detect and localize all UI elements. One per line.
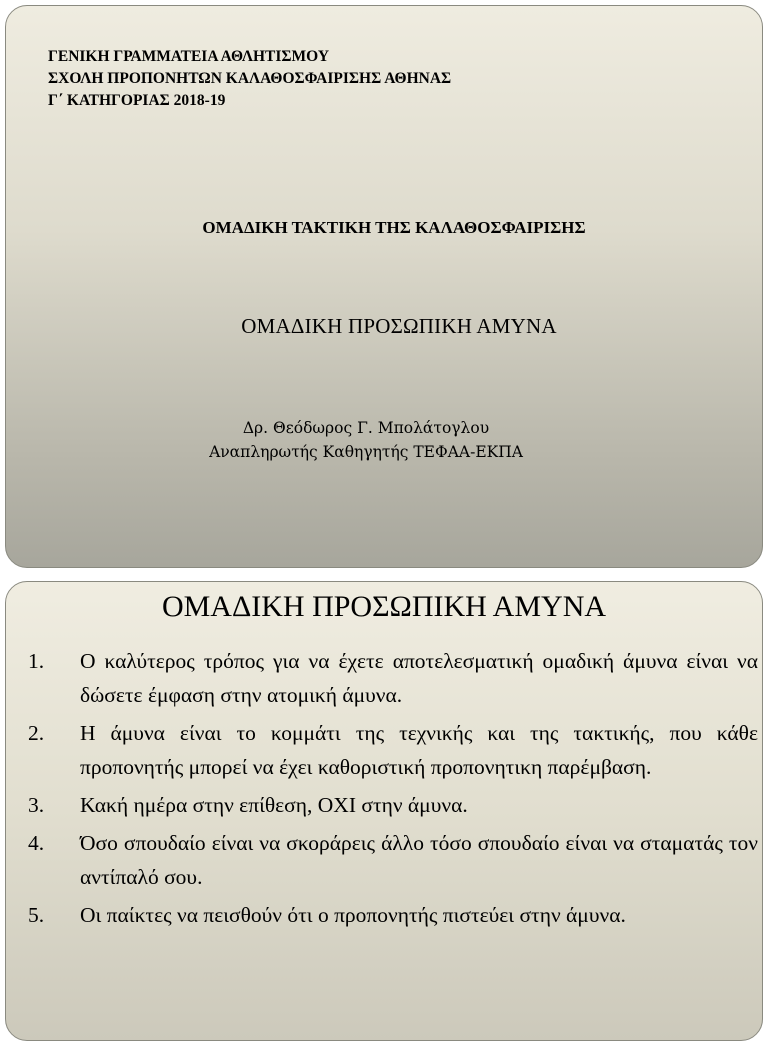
header-line: ΣΧΟΛΗ ΠΡΟΠΟΝΗΤΩΝ ΚΑΛΑΘΟΣΦΑΙΡΙΣΗΣ ΑΘΗΝΑΣ	[48, 70, 452, 87]
item-number: 2.	[28, 721, 45, 745]
author-name: Δρ. Θεόδωρος Γ. Μπολάτογλου	[242, 419, 490, 437]
presentation-subtitle: ΟΜΑΔΙΚΗ ΠΡΟΣΩΠΙΚΗ ΑΜΥΝΑ	[241, 314, 557, 338]
list-item	[6, 826, 763, 894]
item-number: 1.	[28, 649, 45, 673]
item-text: Κακή ημέρα στην επίθεση, ΟΧΙ στην άμυνα.	[80, 793, 468, 817]
slide-header	[48, 46, 451, 112]
item-text: Ο καλύτερος τρόπος για να έχετε αποτελεσματική ομαδική άμυνα είναι να δώσετε έμφαση στην ατομική άμυνα.	[80, 649, 758, 707]
item-text: Η άμυνα είναι το κομμάτι της τεχνικής και της τακτικής, που κάθε προπονητής μπορεί να έχει καθοριστική προπονητικη παρέμβαση.	[80, 721, 758, 779]
slide-title: ΟΜΑΔΙΚΗ ΠΡΟΣΩΠΙΚΗ ΑΜΥΝΑ	[161, 590, 607, 623]
author-role: Αναπληρωτής Καθηγητής ΤΕΦΑΑ-ΕΚΠΑ	[209, 443, 523, 461]
list-item	[6, 716, 763, 784]
author-block	[6, 416, 726, 464]
item-number: 3.	[28, 793, 45, 817]
course-title: ΟΜΑΔΙΚΗ ΤΑΚΤΙΚΗ ΤΗΣ ΚΑΛΑΘΟΣΦΑΙΡΙΣΗΣ	[202, 218, 586, 237]
header-line: ΓΕΝΙΚΗ ΓΡΑΜΜΑΤΕΙΑ ΑΘΛΗΤΙΣΜΟΥ	[48, 48, 330, 65]
item-number: 4.	[28, 831, 45, 855]
title-slide	[5, 5, 763, 568]
item-text: Οι παίκτες να πεισθούν ότι ο προπονητής πιστεύει στην άμυνα.	[80, 903, 626, 927]
header-line: Γ΄ ΚΑΤΗΓΟΡΙΑΣ 2018-19	[48, 92, 226, 109]
list-item	[6, 788, 763, 822]
list-item	[6, 898, 763, 932]
points-list	[6, 644, 763, 936]
content-slide	[5, 581, 763, 1041]
item-number: 5.	[28, 903, 45, 927]
item-text: Όσο σπουδαίο είναι να σκοράρεις άλλο τόσο σπουδαίο είναι να σταματάς τον αντίπαλό σου.	[80, 831, 758, 889]
list-item	[6, 644, 763, 712]
